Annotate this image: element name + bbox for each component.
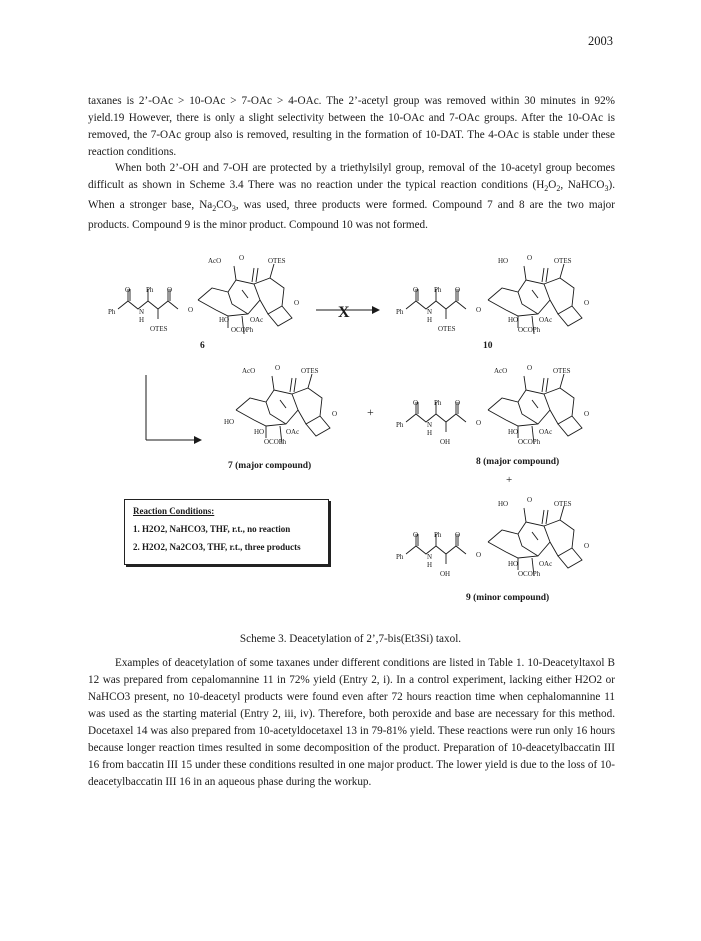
svg-text:H: H bbox=[427, 561, 433, 569]
svg-text:HO: HO bbox=[498, 500, 509, 508]
svg-text:H: H bbox=[427, 429, 433, 437]
svg-text:O: O bbox=[125, 286, 131, 294]
svg-text:O: O bbox=[275, 364, 281, 372]
paragraph-2: When both 2’-OH and 7-OH are protected by a triethylsilyl group, removal of the 10-acetyl group becomes difficult as shown in Scheme 3.4 There was no reaction under the typical reaction conditions ($H_2O_2$, NaHCO$_3$). When a stronger base, $Na_2CO_3$, was used, three products were formed. Compound 7 and 8 are the two major products. Compound 9 is the minor product. Compound 10 was not formed. bbox=[88, 162, 615, 232]
svg-text:O: O bbox=[167, 286, 173, 294]
svg-text:O: O bbox=[455, 531, 461, 539]
svg-text:O: O bbox=[584, 299, 590, 307]
svg-text:Ph: Ph bbox=[434, 286, 442, 294]
svg-text:HO: HO bbox=[224, 418, 235, 426]
svg-text:OTES: OTES bbox=[268, 257, 286, 265]
svg-text:OCOPh: OCOPh bbox=[518, 438, 541, 446]
svg-text:O: O bbox=[476, 551, 482, 559]
svg-text:O: O bbox=[584, 542, 590, 550]
svg-text:O: O bbox=[413, 531, 419, 539]
svg-text:OCOPh: OCOPh bbox=[518, 326, 541, 334]
svg-text:Ph: Ph bbox=[396, 421, 404, 429]
compound-9-structure bbox=[396, 496, 589, 578]
conditions-title: Reaction Conditions: bbox=[133, 506, 215, 516]
svg-text:OAc: OAc bbox=[539, 316, 553, 324]
paragraph-3: Examples of deacetylation of some taxanes under different conditions are listed in Table 1. 10-Deacetyltaxol B 12 was prepared from cepalomannine 11 in 72% yield (Entry 2, i). In a control experiment, lacking either H2O2 or NaHCO3 present, no 10-deacetyl products were found even after 72 hours reaction time when cephalomannine 11 was used as the starting material (Entry 2, iii, iv). Therefore, both peroxide and base are necessary for this method. Docetaxel 14 was also prepared from 10-acetyldocetaxel 13 in 79-81% yield. These reactions were run only 16 hours because longer reaction times resulted in some decomposition of the product. Preparation of 10-deacetylbaccatin III 16 from baccatin III 15 under these conditions resulted in one major product. The lower yield is due to the loss of 10-deacetylbaccatin III 16 in an aqueous phase during the workup. bbox=[88, 657, 615, 788]
svg-text:OH: OH bbox=[440, 438, 451, 446]
svg-text:O: O bbox=[527, 364, 533, 372]
svg-text:HO: HO bbox=[498, 257, 509, 265]
svg-text:HO: HO bbox=[219, 316, 230, 324]
svg-text:Ph: Ph bbox=[396, 553, 404, 561]
compound-7-structure bbox=[224, 364, 337, 446]
svg-text:N: N bbox=[139, 308, 145, 316]
svg-text:HO: HO bbox=[508, 316, 519, 324]
svg-text:OCOPh: OCOPh bbox=[518, 570, 541, 578]
svg-text:N: N bbox=[427, 308, 433, 316]
svg-text:OAc: OAc bbox=[539, 428, 553, 436]
svg-text:AcO: AcO bbox=[494, 367, 508, 375]
compound-8-label: 8 (major compound) bbox=[476, 457, 560, 467]
svg-text:Ph: Ph bbox=[434, 399, 442, 407]
svg-text:OTES: OTES bbox=[301, 367, 319, 375]
svg-text:O: O bbox=[413, 399, 419, 407]
svg-text:X: X bbox=[338, 304, 350, 321]
svg-text:HO: HO bbox=[508, 428, 519, 436]
svg-text:OCOPh: OCOPh bbox=[264, 438, 287, 446]
svg-text:OH: OH bbox=[440, 570, 451, 578]
svg-text:O: O bbox=[476, 419, 482, 427]
svg-text:OAc: OAc bbox=[539, 560, 553, 568]
svg-text:H: H bbox=[139, 316, 145, 324]
compound-8-structure bbox=[396, 364, 589, 446]
scheme-caption: Scheme 3. Deacetylation of 2’,7-bis(Et3Si) taxol. bbox=[239, 633, 462, 645]
paragraph-1: taxanes is 2’-OAc > 10-OAc > 7-OAc > 4-OAc. The 2’-acetyl group was removed within 30 minutes in 92% yield.19 However, there is only a slight selectivity between the 10-OAc and 7-OAc groups. After the 10-OAc is removed, the 7-OAc group also is removed, resulting in the formation of 10-DAT. The 4-OAc is stable under these reaction conditions. bbox=[88, 95, 615, 158]
svg-text:OTES: OTES bbox=[553, 367, 571, 375]
compound-7-label: 7 (major compound) bbox=[228, 461, 312, 471]
compound-6-structure bbox=[108, 254, 299, 334]
svg-text:O: O bbox=[294, 299, 300, 307]
reaction-arrowhead bbox=[194, 436, 202, 444]
svg-text:OAc: OAc bbox=[250, 316, 264, 324]
compound-10-structure bbox=[396, 254, 589, 334]
plus-sign-1: + bbox=[367, 405, 374, 419]
svg-text:Ph: Ph bbox=[396, 308, 404, 316]
svg-text:AcO: AcO bbox=[208, 257, 222, 265]
svg-text:HO: HO bbox=[254, 428, 265, 436]
svg-text:OCOPh: OCOPh bbox=[231, 326, 254, 334]
svg-text:O: O bbox=[527, 496, 533, 504]
svg-text:OTES: OTES bbox=[438, 325, 456, 333]
svg-text:O: O bbox=[413, 286, 419, 294]
reaction-scheme bbox=[88, 240, 615, 620]
svg-text:N: N bbox=[427, 421, 433, 429]
svg-text:O: O bbox=[476, 306, 482, 314]
svg-text:O: O bbox=[455, 399, 461, 407]
compound-6-label: 6 bbox=[200, 341, 205, 351]
svg-text:N: N bbox=[427, 553, 433, 561]
svg-text:OTES: OTES bbox=[150, 325, 168, 333]
svg-text:Ph: Ph bbox=[434, 531, 442, 539]
svg-text:Ph: Ph bbox=[146, 286, 154, 294]
svg-text:AcO: AcO bbox=[242, 367, 256, 375]
plus-sign-2: + bbox=[506, 474, 513, 486]
svg-text:Ph: Ph bbox=[108, 308, 116, 316]
svg-text:O: O bbox=[332, 410, 338, 418]
reaction-arrow bbox=[146, 375, 194, 440]
svg-text:O: O bbox=[527, 254, 533, 262]
svg-text:OTES: OTES bbox=[554, 500, 572, 508]
condition-2: 2. H2O2, Na2CO3, THF, r.t., three products bbox=[133, 542, 301, 552]
svg-text:OTES: OTES bbox=[554, 257, 572, 265]
compound-9-label: 9 (minor compound) bbox=[466, 593, 550, 603]
reaction-conditions-box bbox=[124, 499, 329, 565]
svg-text:HO: HO bbox=[508, 560, 519, 568]
svg-text:O: O bbox=[584, 410, 590, 418]
page-number: 2003 bbox=[588, 34, 613, 48]
svg-text:OAc: OAc bbox=[286, 428, 300, 436]
svg-text:H: H bbox=[427, 316, 433, 324]
svg-text:O: O bbox=[188, 306, 194, 314]
blocked-arrow bbox=[316, 304, 380, 321]
compound-10-label: 10 bbox=[483, 341, 493, 351]
condition-1: 1. H2O2, NaHCO3, THF, r.t., no reaction bbox=[133, 524, 291, 534]
svg-text:O: O bbox=[239, 254, 245, 262]
svg-text:O: O bbox=[455, 286, 461, 294]
